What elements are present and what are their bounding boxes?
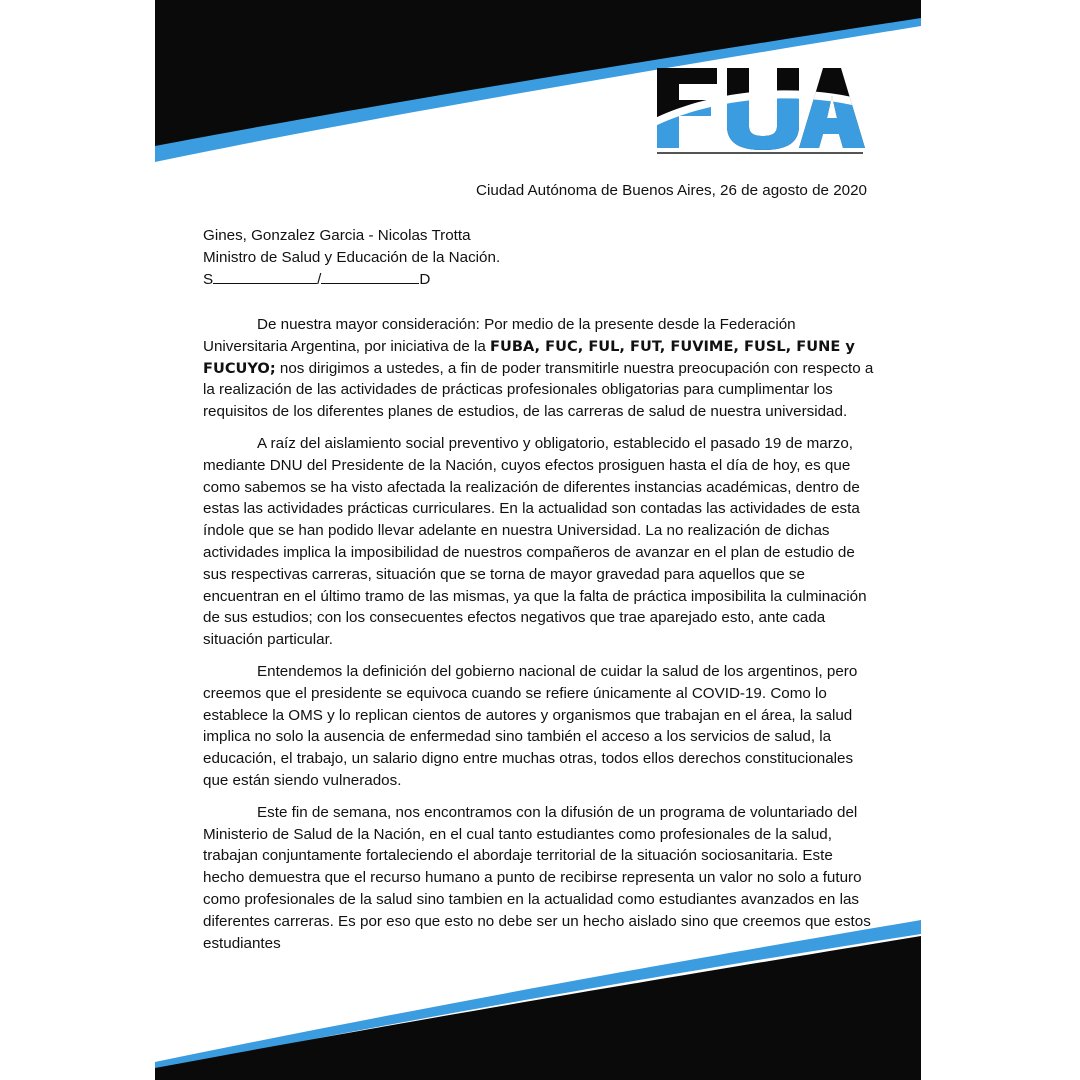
paragraph-3: Entendemos la definición del gobierno nacional de cuidar la salud de los argentinos, pero creemos que el presidente se equivoca cuando se refiere únicamente al COVID-19. Como lo establece la OMS y lo replican cientos de autores y organismos que trabajan en el área, la salud implica no solo la ausencia de enfermedad sino también el acceso a los servicios de salud, la educación, el trabajo, un salario digno entre muchas otras, todos ellos derechos constitucionales que están siendo vulnerados.: [203, 662, 858, 789]
salutation-blank-1: [213, 269, 317, 284]
salutation-start: S: [203, 270, 214, 288]
paragraph-1: [203, 314, 875, 423]
paragraph-1-intro: De nuestra mayor consideración: Por medio de la presente desde la Federación Universitaria Argentina, por iniciativa de la: [203, 316, 796, 355]
salutation-end: D: [419, 270, 431, 288]
letter-page: [155, 0, 921, 1080]
addressee-title: Ministro de Salud y Educación de la Nación.: [203, 248, 501, 266]
paragraph-2: A raíz del aislamiento social preventivo y obligatorio, establecido el pasado 19 de marzo, mediante DNU del Presidente de la Nación, cuyos efectos prosiguen hasta el día de hoy, es que como sabemos se ha visto afectada la realización de diferentes instancias académicas, dentro de estas las actividades prácticas curriculares. En la actualidad son contadas las actividades de esta índole que se han podido llevar adelante en nuestra Universidad. La no realización de dichas actividades implica la imposibilidad de nuestros compañeros de avanzar en el plan de estudio de sus respectivas carreras, situación que se torna de mayor gravedad para aquellos que se encuentran en el último tramo de las mismas, ya que la falta de práctica imposibilita la culminación de sus estudios; con los consecuentes efectos negativos que trae aparejado esto, ante cada situación particular.: [203, 434, 867, 649]
federations-list: FUBA, FUC, FUL, FUT, FUVIME, FUSL, FUNE y FUCUYO;: [203, 337, 855, 377]
addressee-block: [203, 225, 875, 290]
letter-date: Ciudad Autónoma de Buenos Aires, 26 de agosto de 2020: [476, 182, 867, 199]
salutation-separator: /: [317, 270, 322, 288]
paragraph-4: Este fin de semana, nos encontramos con la difusión de un programa de voluntariado del Ministerio de Salud de la Nación, en el cual tanto estudiantes como profesionales de la salud, trabajan conjuntamente fortaleciendo el abordaje territorial de la situación sociosanitaria. Este hecho demuestra que el recurso humano a punto de recibirse representa un valor no solo a futuro como profesionales de la salud sino tambien en la actualidad como estudiantes avanzados en las diferentes carreras. Es por eso que esto no debe ser un hecho aislado sino que creemos que estos estudiantes: [203, 803, 871, 952]
fua-logo: [655, 64, 865, 156]
addressee-names: Gines, Gonzalez Garcia - Nicolas Trotta: [203, 227, 471, 244]
salutation-blank-2: [321, 269, 419, 284]
addressee-salutation: [203, 269, 875, 291]
paragraph-1-rest: nos dirigimos a ustedes, a fin de poder transmitirle nuestra preocupación con respecto a la realización de las actividades de prácticas profesionales obligatorias para cumplimentar los requisitos de los diferentes planes de estudios, de las carreras de salud de nuestra universidad.: [203, 359, 874, 421]
letter-body: [203, 314, 875, 964]
